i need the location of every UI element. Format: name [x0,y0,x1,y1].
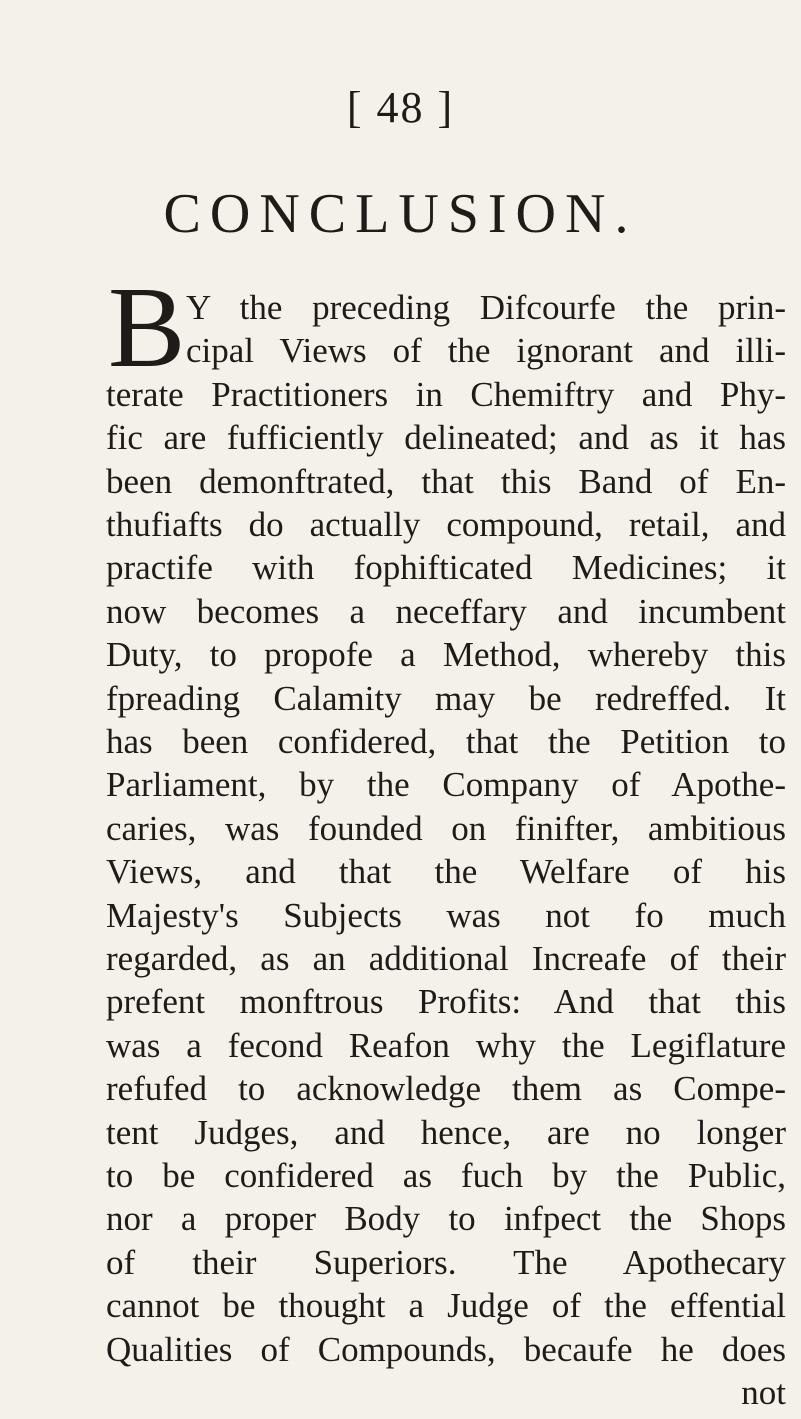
text-line: of their Superiors. The Apothecary [106,1242,786,1282]
text-line: Majesty's Subjects was not fo much [106,895,786,935]
text-line: refufed to acknowledge them as Compe- [106,1069,786,1109]
text-line: regarded, as an additional Increafe of their [106,939,786,978]
text-line: fpreading Calamity may be redreffed. It [106,678,786,718]
text-line: now becomes a neceffary and incumbent [106,591,786,631]
text-line: practife with fophifticated Medicines; it [106,548,786,588]
text-line: terate Practitioners in Chemiftry and Phy- [106,374,786,414]
text-line: cipal Views of the ignorant and illi- [186,331,786,371]
text-line: nor a proper Body to infpect the Shops [106,1199,786,1239]
text-line: has been confidered, that the Petition to [106,722,786,761]
drop-cap: B [108,264,186,392]
text-line: Y the preceding Difcourfe the prin- [186,288,786,327]
page-number: [ 48 ] [346,83,455,132]
text-line: caries, was founded on finifter, ambitious [106,808,786,848]
text-line: been demonftrated, that this Band of En- [106,461,786,501]
text-line: fic are fufficiently delineated; and as it has [106,418,786,458]
text-line: Qualities of Compounds, becaufe he does [106,1329,786,1369]
text-line: not [741,1373,786,1412]
text-line: Parliament, by the Company of Apothe- [106,765,786,805]
chapter-heading: CONCLUSION. [163,183,638,245]
text-line: was a fecond Reafon why the Legiflature [106,1025,786,1065]
text-line: tent Judges, and hence, are no longer [106,1112,786,1152]
text-line: thufiafts do actually compound, retail, and [106,505,786,544]
text-line: prefent monftrous Profits: And that this [106,982,786,1022]
text-line: cannot be thought a Judge of the effential [106,1286,786,1326]
text-line: to be confidered as fuch by the Public, [106,1156,786,1195]
text-line: Views, and that the Welfare of his [106,852,786,892]
text-line: Duty, to propofe a Method, whereby this [106,635,786,675]
